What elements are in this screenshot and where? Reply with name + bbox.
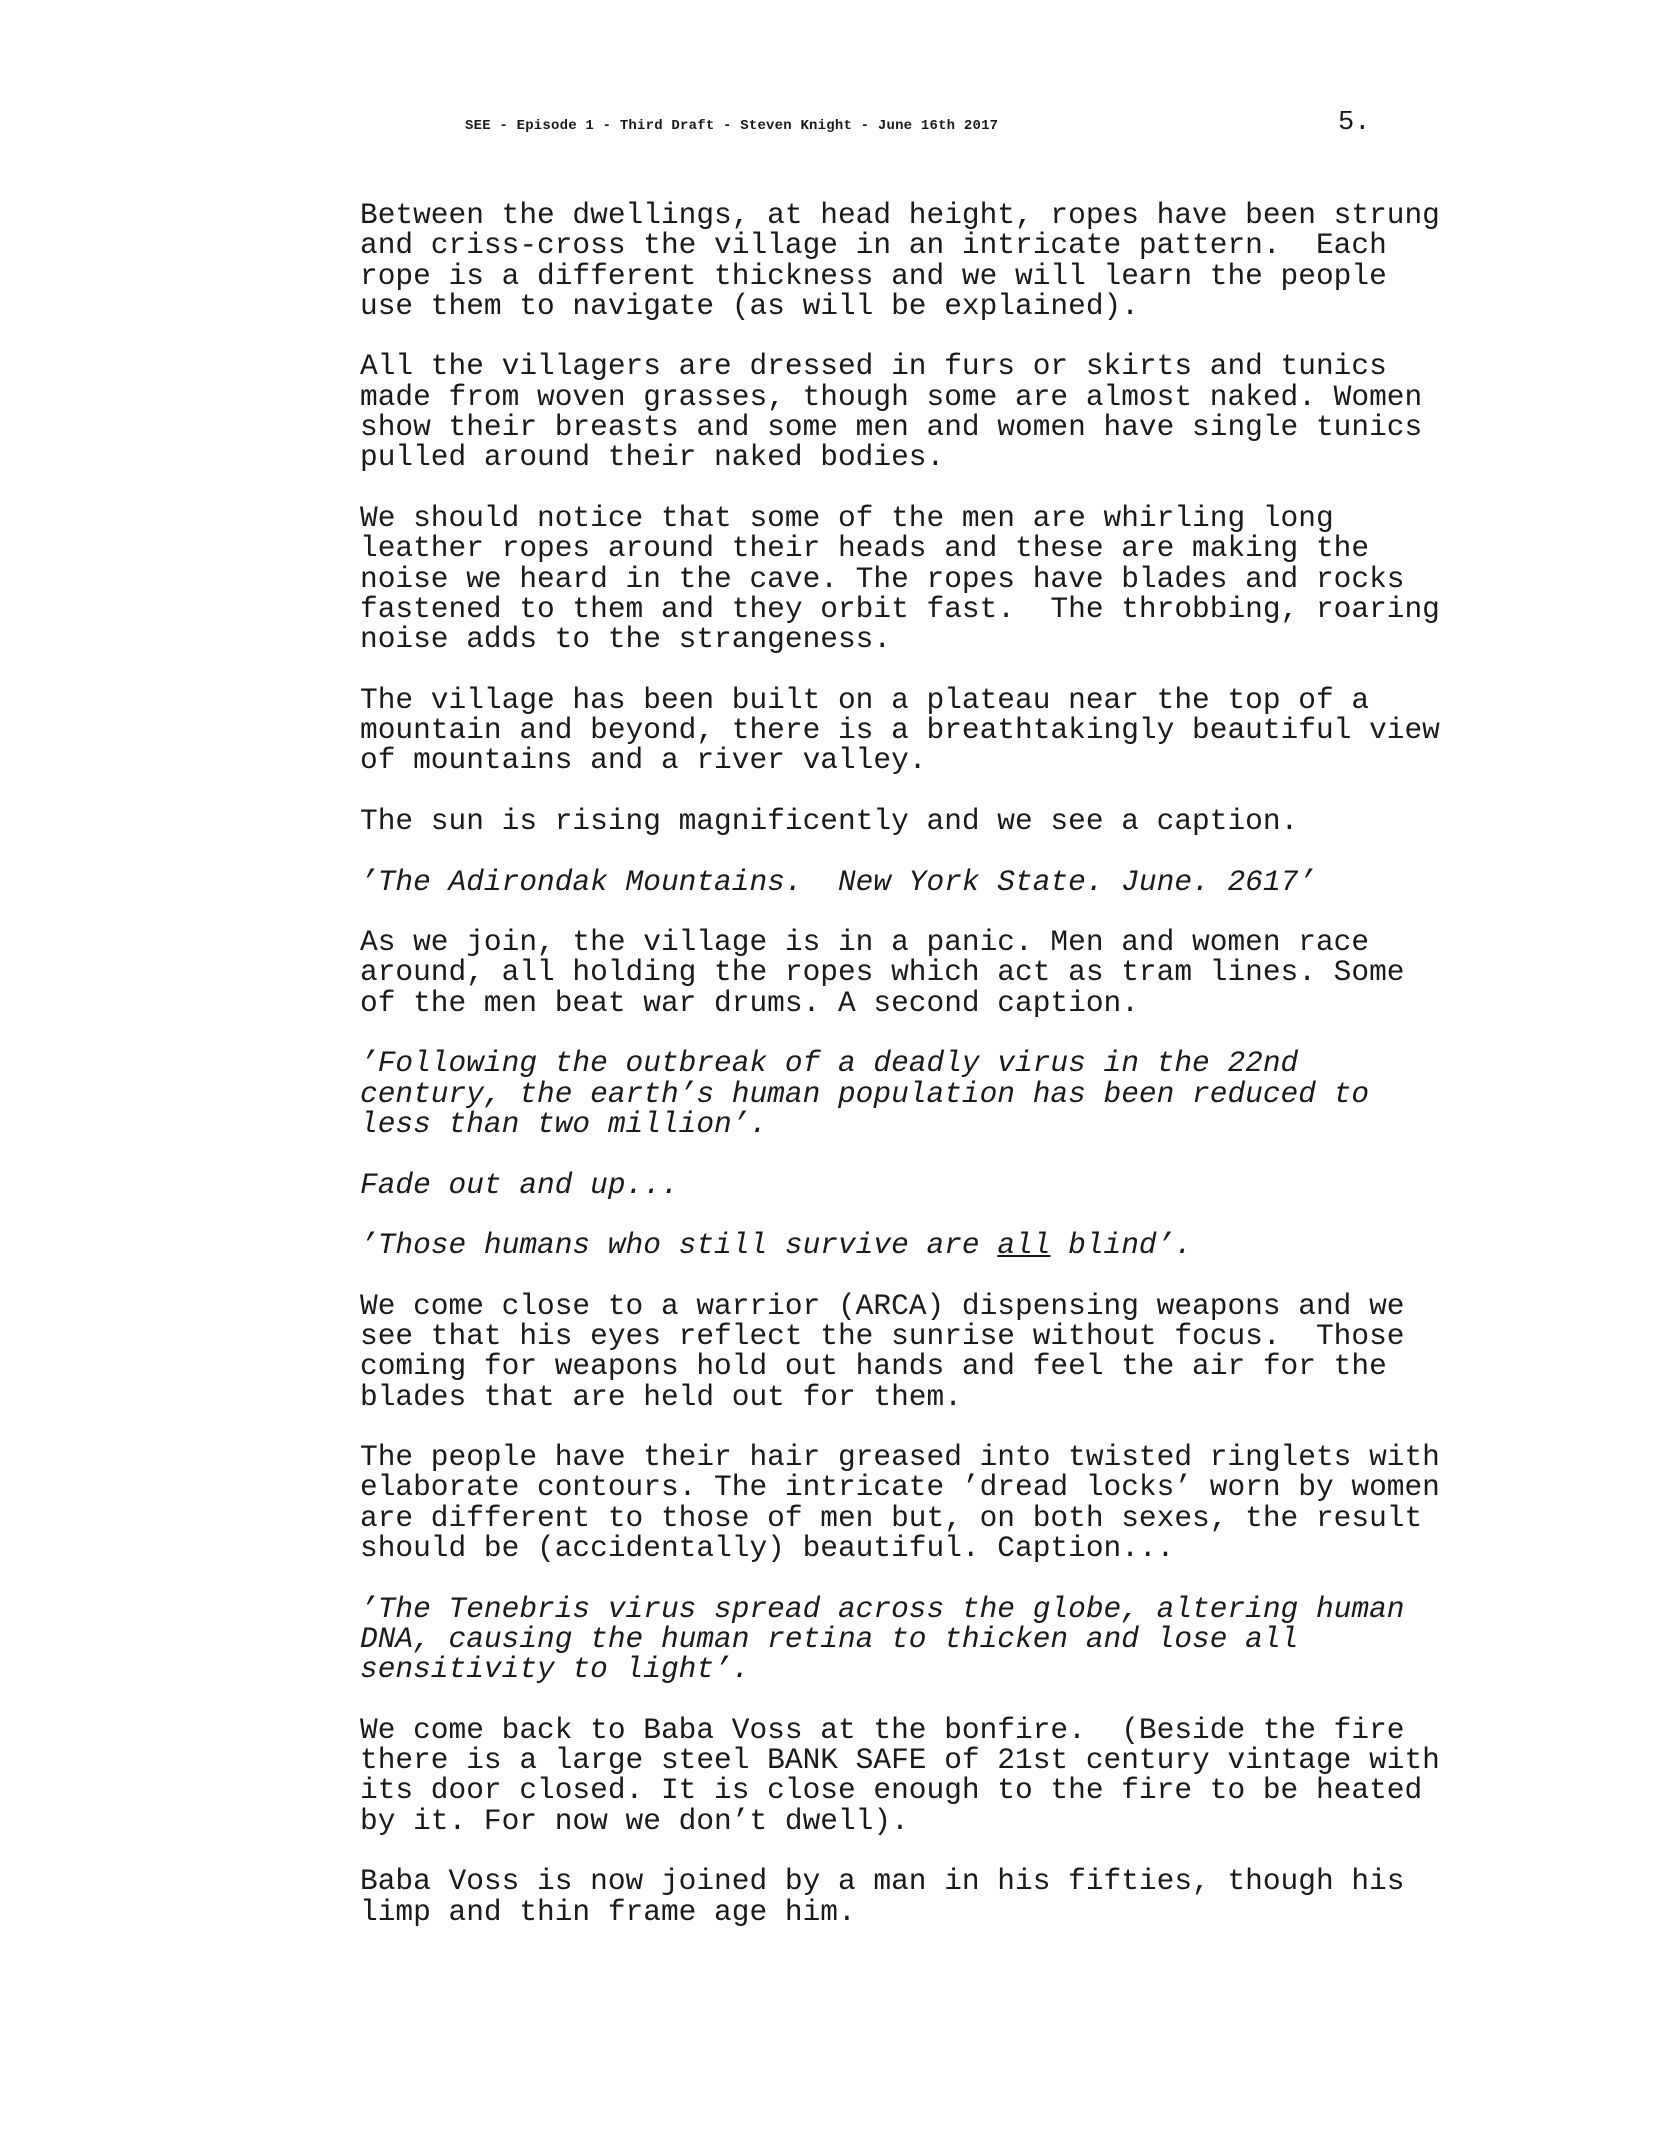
action-body [360, 200, 1460, 1957]
transition-paragraph: Fade out and up... [360, 1167, 679, 1202]
action-paragraph: We come close to a warrior (ARCA) dispensing weapons and we see that his eyes reflect the sunrise without focus. Those coming for weapons hold out hands and feel the air for the blades that are held out for them. [360, 1288, 1405, 1414]
action-paragraph: As we join, the village is in a panic. Men and women race around, all holding the ropes which act as tram lines. Some of the men beat war drums. A second caption. [360, 925, 1405, 1020]
action-paragraph: The village has been built on a plateau near the top of a mountain and beyond, there is a breathtakingly beautiful view of mountains and a river valley. [360, 682, 1440, 778]
running-header: SEE - Episode 1 - Third Draft - Steven Knight - June 16th 2017 [465, 118, 999, 134]
action-paragraph: We should notice that some of the men are whirling long leather ropes around their heads and these are making the noise we heard in the cave. The ropes have blades and rocks fastened to them and they orbit fast. The throbbing, roaring noise adds to the strangeness. [360, 500, 1440, 657]
caption-paragraph: ’The Adirondak Mountains. New York State. June. 2617’ [360, 864, 1316, 899]
underlined-word: all [997, 1228, 1051, 1263]
action-paragraph: The sun is rising magnificently and we see a caption. [360, 803, 1299, 838]
action-paragraph: All the villagers are dressed in furs or skirts and tunics made from woven grasses, though some are almost naked. Women show their breasts and some men and women have single tunics pulled around their naked bodies. [360, 349, 1423, 475]
caption-paragraph: ’Following the outbreak of a deadly virus in the 22nd century, the earth’s human population has been reduced to less than two million’. [360, 1046, 1370, 1141]
caption-paragraph: ’The Tenebris virus spread across the globe, altering human DNA, causing the human retina to thicken and lose all sensitivity to light’. [360, 1591, 1405, 1687]
action-paragraph: Baba Voss is now joined by a man in his fifties, though his limp and thin frame age him. [360, 1864, 1405, 1929]
caption-paragraph: ’Those humans who still survive are all blind’. [360, 1228, 1193, 1263]
action-paragraph: Between the dwellings, at head height, ropes have been strung and criss-cross the village in an intricate pattern. Each rope is a different thickness and we will learn the people use them to navigate (as will be explained). [360, 198, 1440, 323]
action-paragraph: The people have their hair greased into twisted ringlets with elaborate contours. The intricate ’dread locks’ worn by women are different to those of men but, on both sexes, the result should be (accidentally) beautiful. Caption... [360, 1440, 1440, 1566]
action-paragraph: We come back to Baba Voss at the bonfire. (Beside the fire there is a large steel BANK SAFE of 21st century vintage with its door closed. It is close enough to the fire to be heated by it. For now we don’t dwell). [360, 1712, 1440, 1838]
page-number: 5. [1338, 108, 1371, 138]
